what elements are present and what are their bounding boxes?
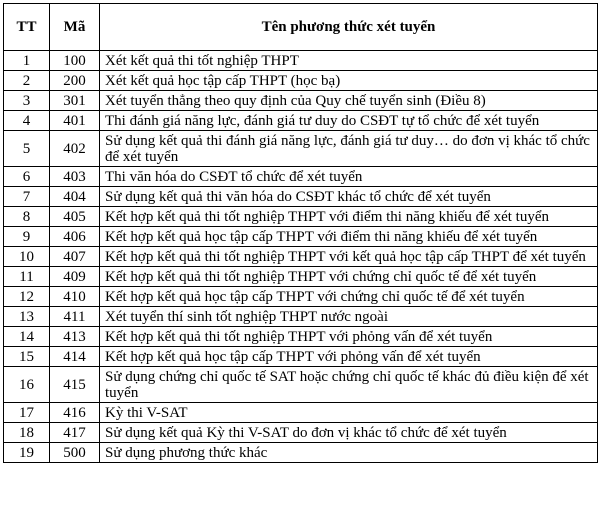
method-name: Kết hợp kết quả thi tốt nghiệp THPT với chứng chỉ quốc tế để xét tuyển [100, 267, 598, 287]
method-code: 404 [50, 187, 100, 207]
row-number: 11 [4, 267, 50, 287]
method-code: 410 [50, 287, 100, 307]
table-row [4, 207, 598, 227]
method-name: Sử dụng kết quả thi đánh giá năng lực, đánh giá tư duy… do đơn vị khác tổ chức để xét tuyển [100, 131, 598, 167]
method-name: Kết hợp kết quả học tập cấp THPT với chứng chỉ quốc tế để xét tuyển [100, 287, 598, 307]
table-row [4, 187, 598, 207]
table-row [4, 443, 598, 463]
row-number: 10 [4, 247, 50, 267]
method-code: 401 [50, 111, 100, 131]
row-number: 2 [4, 71, 50, 91]
method-code: 402 [50, 131, 100, 167]
method-code: 409 [50, 267, 100, 287]
method-code: 414 [50, 347, 100, 367]
table-row [4, 327, 598, 347]
table-row [4, 307, 598, 327]
table-row [4, 167, 598, 187]
table-header-row [4, 4, 598, 51]
table-row [4, 71, 598, 91]
method-code: 405 [50, 207, 100, 227]
row-number: 14 [4, 327, 50, 347]
method-name: Xét tuyển thẳng theo quy định của Quy chế tuyển sinh (Điều 8) [100, 91, 598, 111]
row-number: 1 [4, 51, 50, 71]
table-row [4, 131, 598, 167]
header-ma: Mã [50, 4, 100, 51]
method-name: Thi đánh giá năng lực, đánh giá tư duy do CSĐT tự tổ chức để xét tuyển [100, 111, 598, 131]
method-code: 413 [50, 327, 100, 347]
table-row [4, 287, 598, 307]
method-code: 500 [50, 443, 100, 463]
table-row [4, 111, 598, 131]
row-number: 9 [4, 227, 50, 247]
table-row [4, 347, 598, 367]
row-number: 17 [4, 403, 50, 423]
row-number: 19 [4, 443, 50, 463]
table-row [4, 51, 598, 71]
row-number: 15 [4, 347, 50, 367]
method-name: Kết hợp kết quả thi tốt nghiệp THPT với kết quả học tập cấp THPT để xét tuyển [100, 247, 598, 267]
method-name: Thi văn hóa do CSĐT tổ chức để xét tuyển [100, 167, 598, 187]
method-name: Kết hợp kết quả thi tốt nghiệp THPT với phỏng vấn để xét tuyển [100, 327, 598, 347]
row-number: 16 [4, 367, 50, 403]
row-number: 12 [4, 287, 50, 307]
method-name: Kết hợp kết quả thi tốt nghiệp THPT với điểm thi năng khiếu để xét tuyển [100, 207, 598, 227]
method-name: Kết hợp kết quả học tập cấp THPT với điểm thi năng khiếu để xét tuyển [100, 227, 598, 247]
table-row [4, 247, 598, 267]
table-row [4, 403, 598, 423]
method-name: Sử dụng chứng chỉ quốc tế SAT hoặc chứng chỉ quốc tế khác đủ điều kiện để xét tuyển [100, 367, 598, 403]
table-body [4, 51, 598, 463]
method-code: 100 [50, 51, 100, 71]
row-number: 5 [4, 131, 50, 167]
row-number: 8 [4, 207, 50, 227]
method-name: Kỳ thi V-SAT [100, 403, 598, 423]
header-name: Tên phương thức xét tuyển [100, 4, 598, 51]
row-number: 6 [4, 167, 50, 187]
row-number: 3 [4, 91, 50, 111]
row-number: 13 [4, 307, 50, 327]
method-code: 407 [50, 247, 100, 267]
table-row [4, 91, 598, 111]
method-code: 411 [50, 307, 100, 327]
table-row [4, 227, 598, 247]
table-row [4, 267, 598, 287]
method-name: Sử dụng kết quả Kỳ thi V-SAT do đơn vị khác tổ chức để xét tuyển [100, 423, 598, 443]
admission-methods-table [3, 3, 598, 463]
method-name: Kết hợp kết quả học tập cấp THPT với phỏng vấn để xét tuyển [100, 347, 598, 367]
method-code: 416 [50, 403, 100, 423]
header-tt: TT [4, 4, 50, 51]
method-code: 200 [50, 71, 100, 91]
method-code: 301 [50, 91, 100, 111]
method-name: Xét tuyển thí sinh tốt nghiệp THPT nước ngoài [100, 307, 598, 327]
method-code: 415 [50, 367, 100, 403]
row-number: 7 [4, 187, 50, 207]
method-code: 417 [50, 423, 100, 443]
method-code: 406 [50, 227, 100, 247]
table-row [4, 367, 598, 403]
method-name: Xét kết quả thi tốt nghiệp THPT [100, 51, 598, 71]
method-name: Xét kết quả học tập cấp THPT (học bạ) [100, 71, 598, 91]
method-name: Sử dụng kết quả thi văn hóa do CSĐT khác tổ chức để xét tuyển [100, 187, 598, 207]
row-number: 4 [4, 111, 50, 131]
row-number: 18 [4, 423, 50, 443]
table-row [4, 423, 598, 443]
method-code: 403 [50, 167, 100, 187]
method-name: Sử dụng phương thức khác [100, 443, 598, 463]
